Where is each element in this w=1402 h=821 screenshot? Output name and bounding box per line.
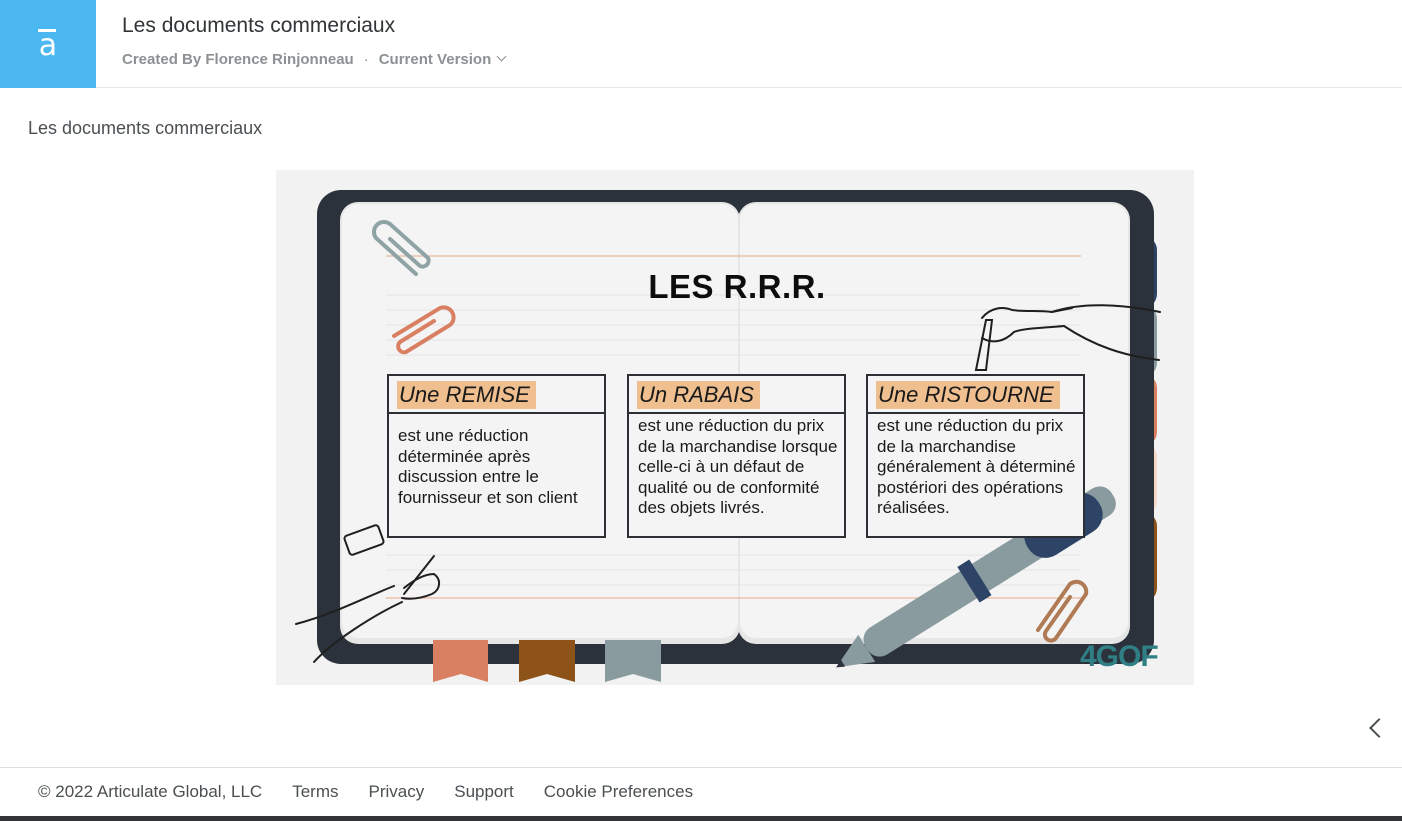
footer <box>0 767 1402 821</box>
created-by: Created By Florence Rinjonneau <box>122 51 354 68</box>
footer-bar <box>0 816 1402 821</box>
card-remise <box>387 374 606 538</box>
footer-link-terms[interactable]: Terms <box>292 782 339 801</box>
course-meta <box>122 51 505 68</box>
previous-arrow-icon[interactable] <box>1366 716 1386 740</box>
slide-image <box>276 170 1194 685</box>
app-header <box>0 0 1402 88</box>
card-head <box>629 376 844 414</box>
lesson-title: Les documents commerciaux <box>28 118 263 138</box>
brand-logo-text: 4GOF <box>1080 640 1158 673</box>
card-term: Une RISTOURNE <box>876 381 1060 409</box>
footer-copyright: © 2022 Articulate Global, LLC <box>38 782 263 801</box>
card-definition: est une réduction du prix de la marchandise lorsque celle-ci à un défaut de qualité ou de conformité des objets livrés. <box>638 416 838 517</box>
card-term: Un RABAIS <box>637 381 760 409</box>
card-ristourne <box>866 374 1085 538</box>
card-term: Une REMISE <box>397 381 536 409</box>
slide-heading: LES R.R.R. <box>648 268 826 305</box>
articulate-logo[interactable] <box>0 0 96 88</box>
logo-letter: a <box>38 28 58 63</box>
course-title: Les documents commerciaux <box>122 14 396 37</box>
version-dropdown[interactable] <box>379 51 506 68</box>
footer-link-privacy[interactable]: Privacy <box>368 782 425 801</box>
card-definition: est une réduction déterminée après discussion entre le fournisseur et son client <box>398 426 578 507</box>
card-rabais <box>627 374 846 538</box>
card-head <box>868 376 1083 414</box>
card-definition: est une réduction du prix de la marchandise généralement à déterminé postériori des opérations réalisées. <box>877 416 1076 517</box>
meta-separator: · <box>363 51 369 68</box>
version-label: Current Version <box>378 51 492 68</box>
footer-link-support[interactable]: Support <box>454 782 514 801</box>
footer-link-cookies[interactable]: Cookie Preferences <box>543 782 694 801</box>
card-head <box>389 376 604 414</box>
chevron-down-icon <box>497 52 507 62</box>
brand-logo <box>1080 640 1158 674</box>
